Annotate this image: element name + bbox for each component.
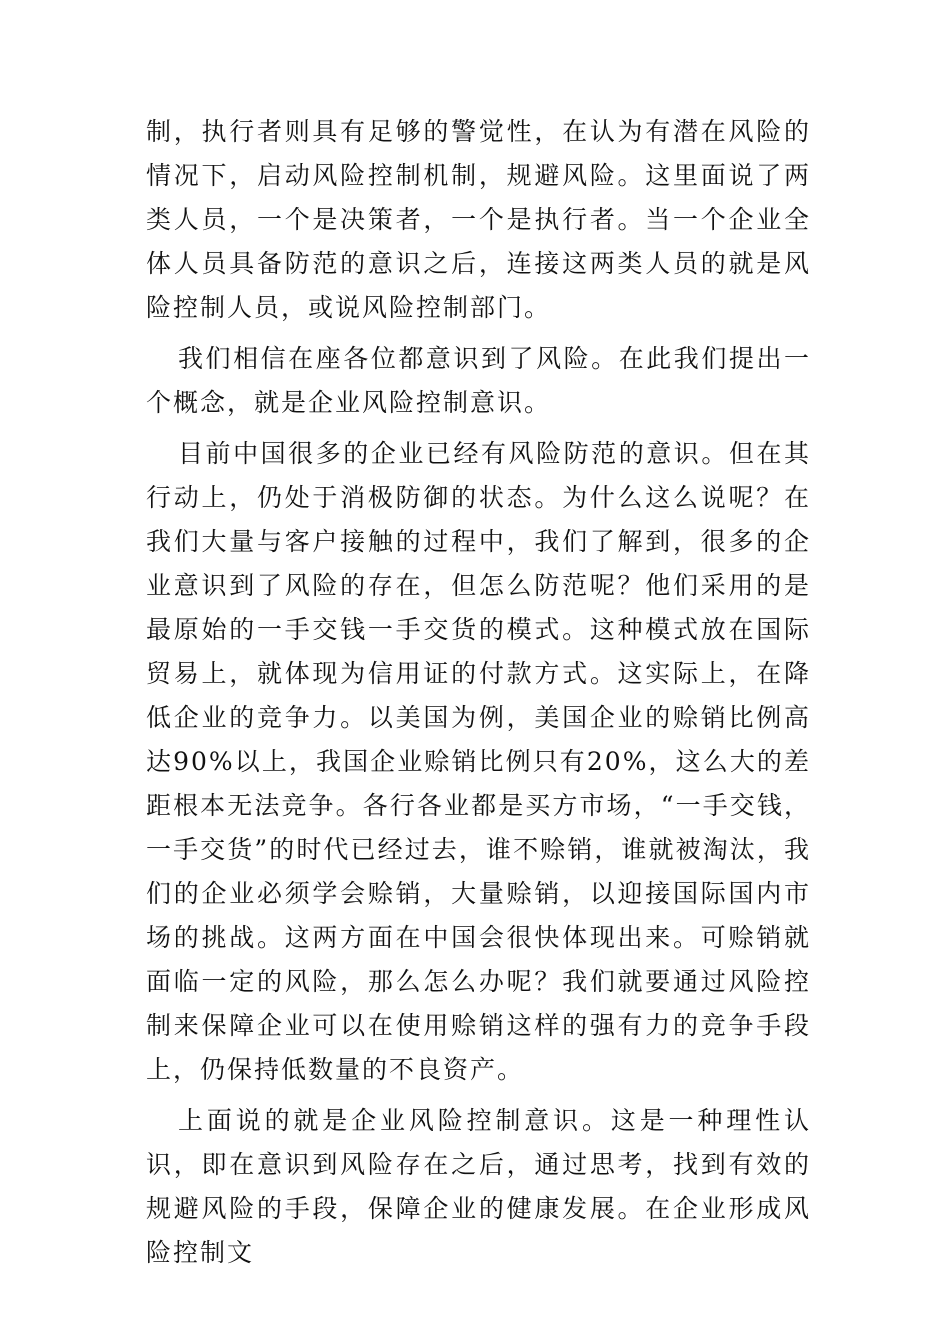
paragraph-4: 上面说的就是企业风险控制意识。这是一种理性认识，即在意识到风险存在之后，通过思考，找到有效的规避风险的手段，保障企业的健康发展。在企业形成风险控制文 [146,1106,811,1267]
paragraph-1: 制，执行者则具有足够的警觉性，在认为有潜在风险的情况下，启动风险控制机制，规避风险。这里面说了两类人员，一个是决策者，一个是执行者。当一个企业全体人员具备防范的意识之后，连接这两类人员的就是风险控制人员，或说风险控制部门。 [146,117,811,322]
body-text [146,110,811,1282]
paragraph-3: 目前中国很多的企业已经有风险防范的意识。但在其行动上，仍处于消极防御的状态。为什么这么说呢？在我们大量与客户接触的过程中，我们了解到，很多的企业意识到了风险的存在，但怎么防范呢？他们采用的是最原始的一手交钱一手交货的模式。这种模式放在国际贸易上，就体现为信用证的付款方式。这实际上，在降低企业的竞争力。以美国为例，美国企业的赊销比例高达90%以上，我国企业赊销比例只有20%，这么大的差距根本无法竞争。各行各业都是买方市场，“一手交钱，一手交货”的时代已经过去，谁不赊销，谁就被淘汰，我们的企业必须学会赊销，大量赊销，以迎接国际国内市场的挑战。这两方面在中国会很快体现出来。可赊销就面临一定的风险，那么怎么办呢？我们就要通过风险控制来保障企业可以在使用赊销这样的强有力的竞争手段上，仍保持低数量的不良资产。 [146,439,811,1084]
paragraph-2: 我们相信在座各位都意识到了风险。在此我们提出一个概念，就是企业风险控制意识。 [146,344,811,417]
